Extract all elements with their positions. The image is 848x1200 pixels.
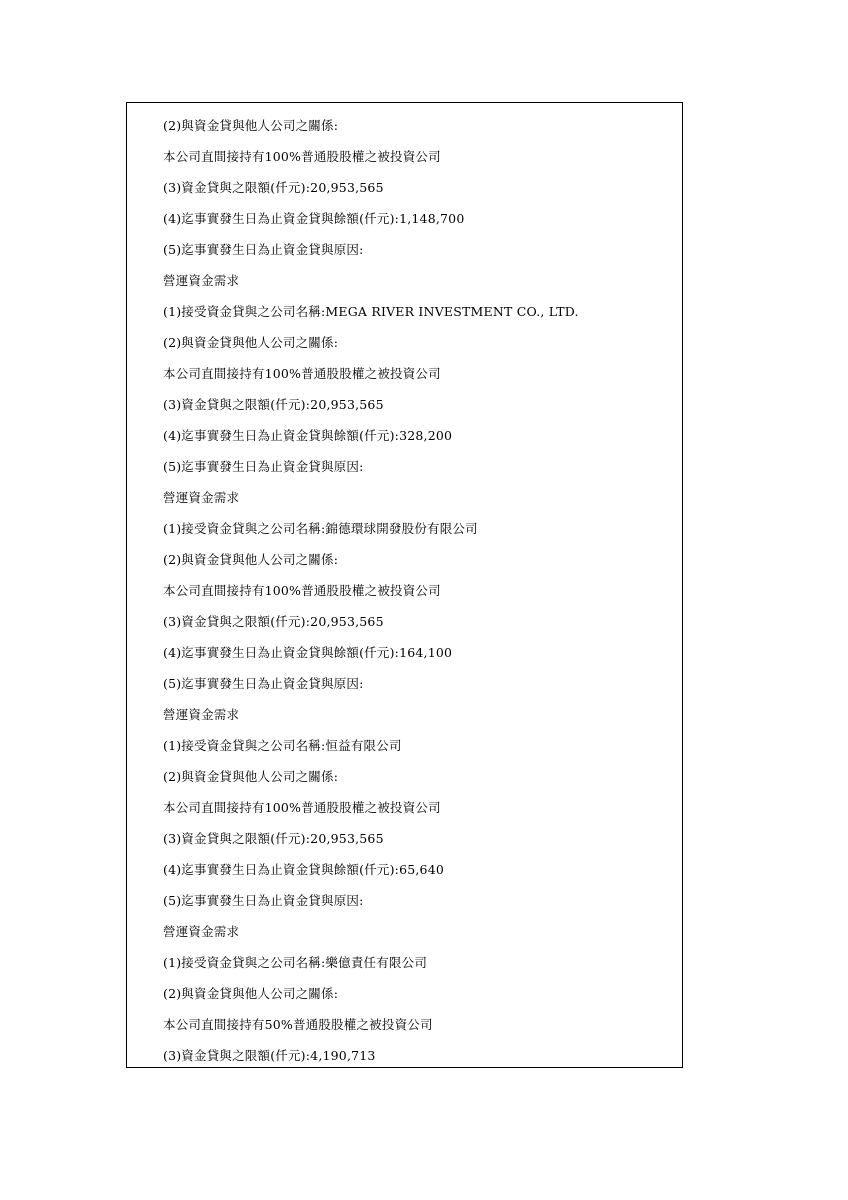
text-line: (3)資金貸與之限額(仟元):20,953,565 — [163, 831, 384, 846]
text-line: (2)與資金貸與他人公司之關係: — [163, 335, 339, 350]
text-line: (5)迄事實發生日為止資金貸與原因: — [163, 459, 364, 474]
text-line: (1)接受資金貸與之公司名稱:樂億責任有限公司 — [163, 955, 428, 970]
text-line: (1)接受資金貸與之公司名稱:MEGA RIVER INVESTMENT CO., LTD. — [163, 304, 579, 319]
text-line: (5)迄事實發生日為止資金貸與原因: — [163, 676, 364, 691]
text-line: (3)資金貸與之限額(仟元):20,953,565 — [163, 180, 384, 195]
text-line: 營運資金需求 — [163, 707, 240, 722]
text-line: (5)迄事實發生日為止資金貸與原因: — [163, 242, 364, 257]
text-line: (4)迄事實發生日為止資金貸與餘額(仟元):1,148,700 — [163, 211, 465, 226]
text-line: (3)資金貸與之限額(仟元):4,190,713 — [163, 1048, 376, 1063]
text-line: 營運資金需求 — [163, 490, 240, 505]
text-line: (2)與資金貸與他人公司之關係: — [163, 769, 339, 784]
text-line: 本公司直間接持有100%普通股股權之被投資公司 — [163, 800, 441, 815]
text-line: (2)與資金貸與他人公司之關係: — [163, 986, 339, 1001]
text-line: 營運資金需求 — [163, 273, 240, 288]
text-line: (3)資金貸與之限額(仟元):20,953,565 — [163, 397, 384, 412]
text-line: (4)迄事實發生日為止資金貸與餘額(仟元):164,100 — [163, 645, 453, 660]
text-line: 營運資金需求 — [163, 924, 240, 939]
text-line: 本公司直間接持有100%普通股股權之被投資公司 — [163, 583, 441, 598]
text-line: (3)資金貸與之限額(仟元):20,953,565 — [163, 614, 384, 629]
text-line: (4)迄事實發生日為止資金貸與餘額(仟元):328,200 — [163, 428, 453, 443]
text-line: (1)接受資金貸與之公司名稱:恒益有限公司 — [163, 738, 402, 753]
text-line: 本公司直間接持有100%普通股股權之被投資公司 — [163, 149, 441, 164]
text-line: (5)迄事實發生日為止資金貸與原因: — [163, 893, 364, 908]
text-line: (1)接受資金貸與之公司名稱:錦德環球開發股份有限公司 — [163, 521, 478, 536]
text-line: (4)迄事實發生日為止資金貸與餘額(仟元):65,640 — [163, 862, 445, 877]
text-line: 本公司直間接持有50%普通股股權之被投資公司 — [163, 1017, 433, 1032]
text-line: (2)與資金貸與他人公司之關係: — [163, 552, 339, 567]
text-line: 本公司直間接持有100%普通股股權之被投資公司 — [163, 366, 441, 381]
text-line: (2)與資金貸與他人公司之關係: — [163, 118, 339, 133]
document-lines — [163, 116, 579, 1077]
